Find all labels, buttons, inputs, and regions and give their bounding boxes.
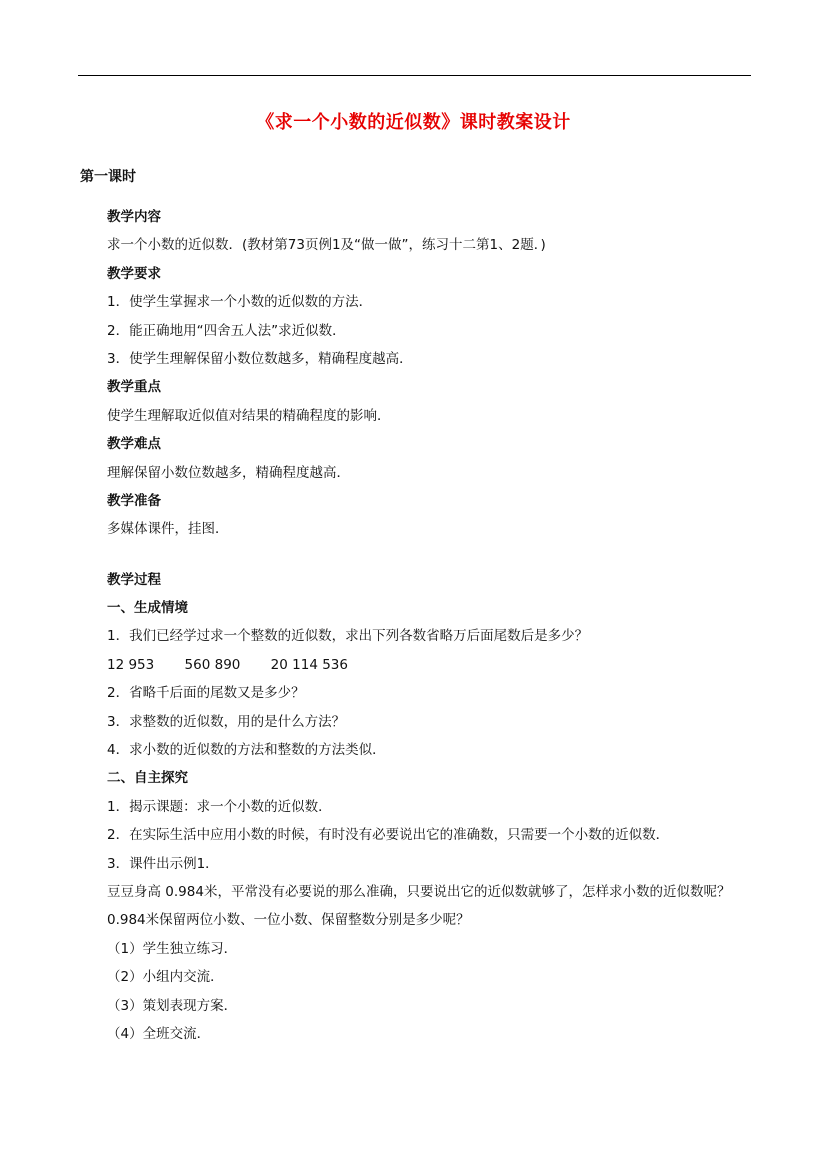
part-two-heading: 二、自主探究 (107, 770, 188, 787)
process-item: 3．课件出示例1． (107, 855, 219, 872)
process-item: 1．我们已经学过求一个整数的近似数，求出下列各数省略万后面尾数后是多少？ (107, 628, 589, 645)
number-value: 12 953 (107, 656, 155, 673)
process-item: 2．在实际生活中应用小数的时候，有时没有必要说出它的准确数，只需要一个小数的近似数． (107, 827, 670, 844)
process-item: 1．揭示课题：求一个小数的近似数． (107, 798, 332, 815)
difficulty-heading: 教学难点 (107, 436, 161, 453)
header-rule (78, 75, 751, 76)
requirement-item: 3．使学生理解保留小数位数越多，精确程度越高． (107, 350, 413, 367)
process-item: 4．求小数的近似数的方法和整数的方法类似． (107, 742, 386, 759)
lesson-label: 第一课时 (80, 169, 136, 185)
step-item: （1）学生独立练习． (107, 940, 238, 957)
process-heading: 教学过程 (107, 571, 161, 588)
content-heading: 教学内容 (107, 209, 161, 225)
part-one-heading: 一、生成情境 (107, 600, 188, 617)
example-question: 0.984米保留两位小数、一位小数、保留整数分别是多少呢？ (107, 912, 470, 929)
step-item: （2）小组内交流． (107, 969, 224, 986)
step-item: （4）全班交流． (107, 1025, 211, 1042)
key-points-heading: 教学重点 (107, 379, 161, 396)
content-text: 求一个小数的近似数．(教材第73页例1及“做一做”，练习十二第1、2题．) (107, 237, 546, 254)
requirement-item: 1．使学生掌握求一个小数的近似数的方法． (107, 294, 373, 311)
step-item: （3）策划表现方案． (107, 997, 238, 1014)
process-item: 3．求整数的近似数，用的是什么方法？ (107, 713, 346, 730)
preparation-text: 多媒体课件，挂图． (107, 521, 229, 538)
difficulty-text: 理解保留小数位数越多，精确程度越高． (107, 464, 350, 481)
requirement-item: 2．能正确地用“四舍五人法”求近似数． (107, 322, 346, 339)
example-paragraph: 豆豆身高 0.984米，平常没有必要说的那么准确，只要说出它的近似数就够了，怎样求小数的近似数呢？ (107, 883, 731, 900)
number-value: 20 114 536 (270, 656, 348, 673)
document-body (107, 203, 752, 1048)
number-list (107, 651, 752, 679)
document-title: 《求一个小数的近似数》课时教案设计 (256, 112, 571, 133)
number-value: 560 890 (184, 656, 241, 673)
section-gap (107, 544, 752, 566)
process-item: 2．省略千后面的尾数又是多少？ (107, 685, 305, 702)
preparation-heading: 教学准备 (107, 492, 161, 509)
key-points-text: 使学生理解取近似值对结果的精确程度的影响． (107, 407, 391, 424)
requirements-heading: 教学要求 (107, 265, 161, 282)
